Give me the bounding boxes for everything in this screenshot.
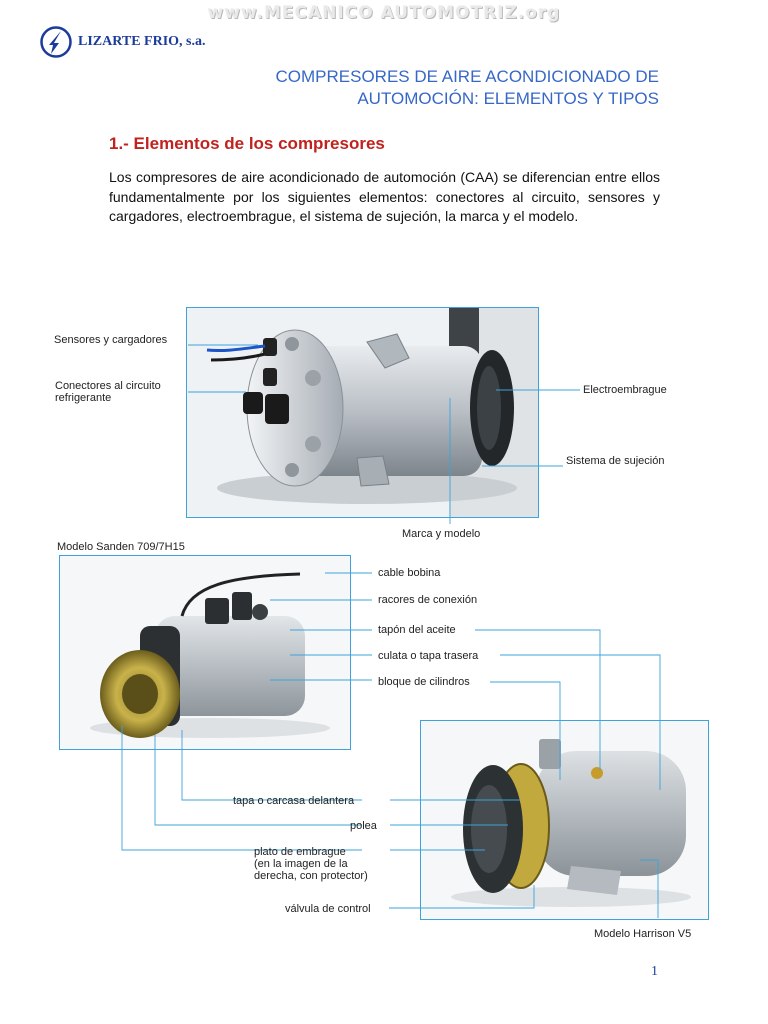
compressor-photo: [186, 307, 539, 518]
label-culata: culata o tapa trasera: [378, 650, 479, 662]
sanden-photo: [59, 555, 351, 750]
model-label-left: Modelo Sanden 709/7H15: [57, 541, 185, 553]
page-number: 1: [651, 964, 658, 979]
intro-paragraph: Los compresores de aire acondicionado de automoción (CAA) se diferencian entre ellos fundamentalmente por los siguientes elementos: conectores al circuito, sensores y cargadores, electroembrague, el sistema de sujeción, la marca y el modelo.: [109, 169, 660, 224]
company-name: LIZARTE FRIO, s.a.: [78, 34, 206, 49]
label-electroembrague: Electroembrague: [583, 384, 667, 396]
watermark: www.MECANICO AUTOMOTRIZ.org: [207, 3, 561, 23]
label-cable-bobina: cable bobina: [378, 567, 441, 579]
label-valvula: válvula de control: [285, 903, 371, 915]
compressor-illustration: [187, 308, 538, 517]
label-tapa: tapa o carcasa delantera: [233, 795, 355, 807]
label-tapon: tapón del aceite: [378, 624, 456, 636]
section-heading: 1.- Elementos de los compresores: [109, 134, 385, 153]
label-polea: polea: [350, 820, 377, 832]
sanden-compressor-illustration: [60, 556, 350, 749]
harrison-photo: [420, 720, 709, 920]
model-label-right: Modelo Harrison V5: [594, 928, 692, 940]
lizarte-logo-icon: [40, 26, 72, 58]
document-title: COMPRESORES DE AIRE ACONDICIONADO DE AUTOMOCIÓN: ELEMENTOS Y TIPOS: [275, 67, 659, 108]
label-racores: racores de conexión: [378, 594, 478, 606]
label-sensores: Sensores y cargadores: [54, 334, 168, 346]
label-bloque: bloque de cilindros: [378, 676, 470, 688]
harrison-compressor-illustration: [421, 721, 708, 919]
label-plato: plato de embrague (en la imagen de la derecha, con protector): [254, 846, 368, 882]
company-logo: [40, 26, 205, 58]
label-sujecion: Sistema de sujeción: [566, 455, 665, 467]
label-marca: Marca y modelo: [402, 528, 481, 540]
label-conectores: Conectores al circuito refrigerante: [55, 380, 161, 404]
